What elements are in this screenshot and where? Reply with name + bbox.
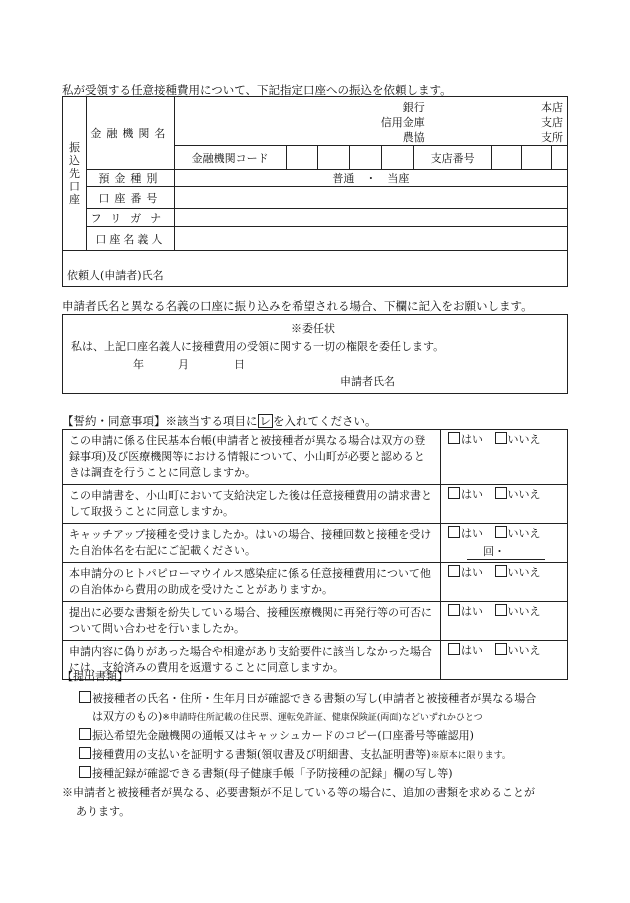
proxy-box [62,314,568,394]
bank-account-table [62,96,568,287]
times-label: 回・ [483,545,506,558]
documents-footnote-cont: あります。 [76,805,131,818]
account-holder-label: 口座名義人 [86,227,174,251]
proxy-body: 私は、上記口座名義人に接種費用の受領に関する一切の権限を委任します。 [71,340,445,353]
main-branch-type: 本店 [541,101,563,114]
no-checkbox[interactable] [495,432,507,444]
document-item-1-note: ※申請時住所記載の住民票、運転免許証、健康保険証(両面)などいずれかひとつ [162,713,483,723]
branch-number-digit[interactable] [522,146,552,170]
bank-type: 銀行 [402,101,425,114]
consent-answer-1[interactable]: はい いいえ [441,430,568,485]
deposit-type-label: 預金種別 [86,170,174,187]
institution-code-digit[interactable] [350,146,382,170]
institution-code-digit[interactable] [286,146,318,170]
institution-code-digit[interactable] [382,146,414,170]
consent-answer-3[interactable]: はい いいえ 回・ [441,524,568,563]
document-item-3: 接種費用の支払いを証明する書類(領収書及び明細書、支払証明書等)※原本に限ります。 [78,746,511,765]
branch-type: 支店 [541,116,563,129]
document-checkbox[interactable] [79,766,91,778]
branch-number-digit[interactable] [551,146,567,170]
proxy-note: 申請者氏名と異なる名義の口座に振り込みを希望される場合、下欄に記入をお願いします。 [62,299,533,313]
deposit-type-value[interactable]: 普通 ・ 当座 [174,170,567,187]
transfer-account-side-label: 振 込 先 口 座 [63,97,87,251]
documents-heading: 【提出書類】 [62,670,128,683]
consent-question-2: この申請書を、小山町において支給決定した後は任意接種費用の請求書として取扱うことに同意しますか。 [63,485,441,524]
consent-question-1: この申請に係る住民基本台帳(申請者と被接種者が異なる場合は双方の登録事項)及び医療機関等における情報について、小山町が必要と認めるときは調査を行うことに同意しますか。 [63,430,441,485]
requester-name-label: 依頼人(申請者)氏名 [67,269,164,282]
document-checkbox[interactable] [79,728,91,740]
account-holder-field[interactable] [174,227,567,251]
institution-name-label: 金融機関名 [86,97,174,170]
no-checkbox[interactable] [495,643,507,655]
branch-number-digit[interactable] [492,146,522,170]
institution-code-digit[interactable] [318,146,350,170]
consent-heading: 【誓約・同意事項】※該当する項目に レ を入れてください。 [62,414,377,428]
yes-checkbox[interactable] [448,432,460,444]
document-item-4: 接種記録が確認できる書類(母子健康手帳「予防接種の記録」欄の写し等) [78,765,453,782]
consent-table [62,429,568,680]
consent-question-6: 申請内容に偽りがあった場合や相違があり支給要件に該当しなかった場合には、支給済みの費用を返還することに同意しますか。 [63,641,441,680]
proxy-title: ※委任状 [291,322,335,335]
document-checkbox[interactable] [79,691,91,703]
account-number-label: 口座番号 [86,187,174,209]
yes-checkbox[interactable] [448,487,460,499]
credit-union-type: 信用金庫 [380,116,425,129]
consent-answer-5[interactable]: はい いいえ [441,602,568,641]
check-mark-sample: レ [259,414,271,428]
no-checkbox[interactable] [495,565,507,577]
account-number-field[interactable] [174,187,567,209]
no-checkbox[interactable] [495,487,507,499]
document-item-1: 被接種者の氏名・住所・生年月日が確認できる書類の写し(申請者と被接種者が異なる場合 [78,690,536,707]
yes-checkbox[interactable] [448,565,460,577]
consent-answer-2[interactable]: はい いいえ [441,485,568,524]
no-checkbox[interactable] [495,526,507,538]
furigana-field[interactable] [174,209,567,227]
consent-question-5: 提出に必要な書類を紛失している場合、接種医療機関に再発行等の可否について問い合わせを行いましたか。 [63,602,441,641]
branch-number-label: 支店番号 [414,146,492,170]
agri-coop-type: 農協 [402,131,425,144]
consent-question-4: 本申請分のヒトパピローマウイルス感染症に係る任意接種費用について他の自治体から費用の助成を受けたことがありますか。 [63,563,441,602]
sub-branch-type: 支所 [541,131,563,144]
institution-name-field[interactable] [174,97,567,146]
consent-answer-6[interactable]: はい いいえ [441,641,568,680]
consent-answer-4[interactable]: はい いいえ [441,563,568,602]
consent-question-3: キャッチアップ接種を受けましたか。はいの場合、接種回数と接種を受けた自治体名を右記にご記載ください。 [63,524,441,563]
yes-checkbox[interactable] [448,526,460,538]
proxy-day-label: 日 [234,358,245,371]
document-item-2: 振込希望先金融機関の通帳又はキャッシュカードのコピー(口座番号等確認用) [78,727,474,744]
intro-text: 私が受領する任意接種費用について、下記指定口座への振込を依頼します。 [62,83,452,97]
no-checkbox[interactable] [495,604,507,616]
proxy-month-label: 月 [178,358,189,371]
furigana-label: フリガナ [86,209,174,227]
yes-checkbox[interactable] [448,643,460,655]
document-item-3-note: ※原本に限ります。 [430,751,511,761]
proxy-year-label: 年 [133,358,144,371]
yes-checkbox[interactable] [448,604,460,616]
institution-code-label: 金融機関コード [174,146,286,170]
document-checkbox[interactable] [79,747,91,759]
documents-footnote: ※申請者と被接種者が異なる、必要書類が不足している等の場合に、追加の書類を求めることが [62,786,535,799]
vaccination-count-field[interactable] [467,544,545,560]
document-item-1-cont: は双方のもの)※申請時住所記載の住民票、運転免許証、健康保険証(両面)などいずれかひとつ [92,710,483,723]
requester-name-field[interactable] [63,251,568,287]
proxy-signer-label: 申請者氏名 [340,375,395,388]
